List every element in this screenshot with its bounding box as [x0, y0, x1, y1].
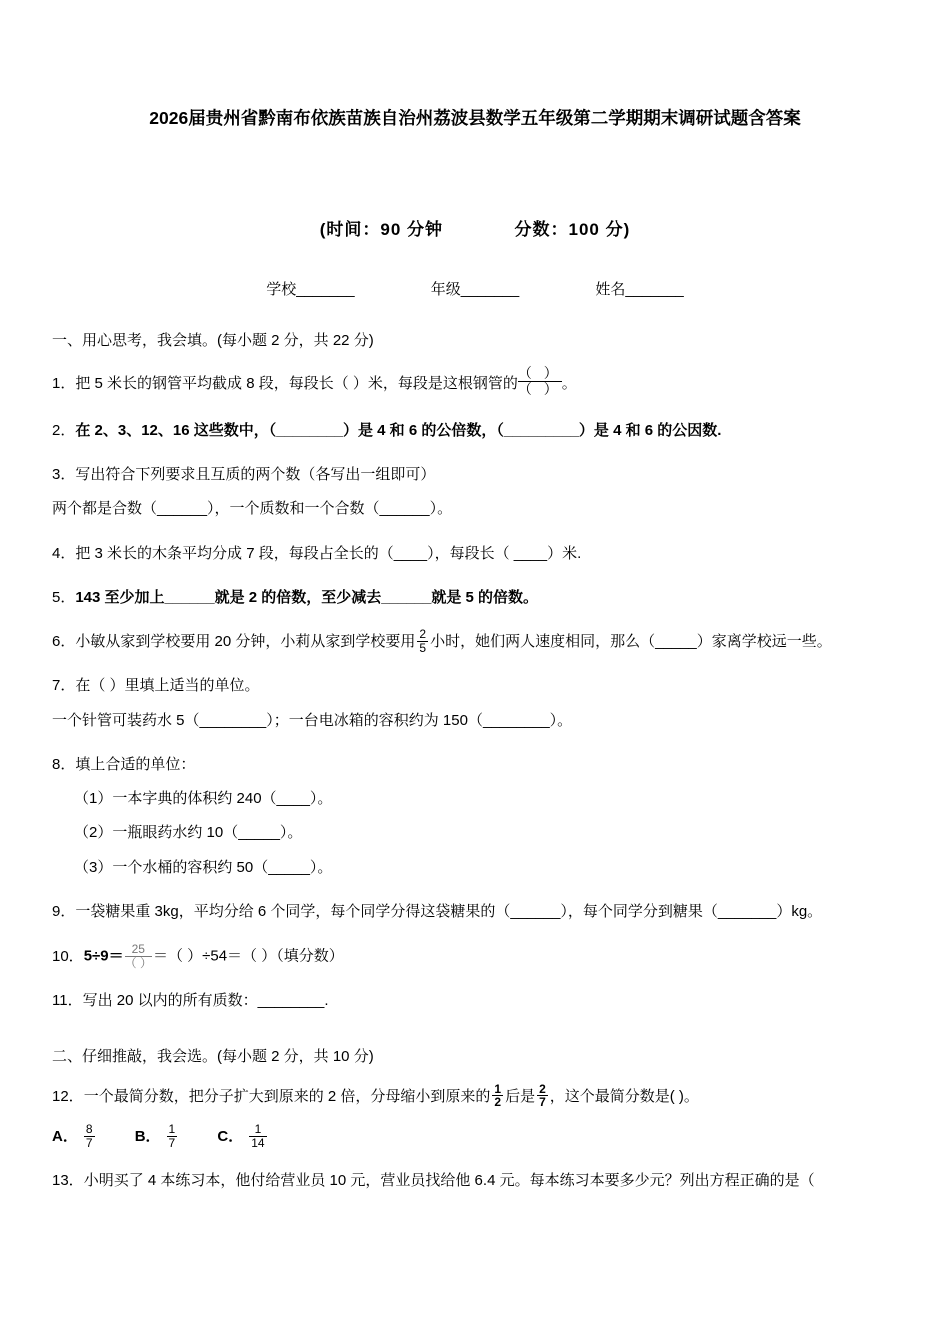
question-10-fraction-denominator: （ ）: [124, 956, 152, 971]
question-13-text: 小明买了 4 本练习本，他付给营业员 10 元，营业员找给他 6.4 元。每本练习本要多少元？列出方程正确的是（: [83, 1172, 815, 1190]
question-8-text: 填上合适的单位：: [75, 755, 196, 773]
choice-b-denominator: 7: [168, 1135, 176, 1150]
choice-b-numerator: 1: [168, 1122, 176, 1137]
name-field: 姓名_______: [595, 281, 684, 298]
question-5-number: 5．: [52, 588, 76, 606]
question-5-text: 143 至少加上______就是 2 的倍数，至少减去______就是 5 的倍数。: [75, 588, 539, 606]
choice-a-denominator: 7: [85, 1135, 93, 1150]
question-11: [52, 988, 898, 1014]
question-8-number: 8．: [52, 755, 76, 773]
choice-c-label: C．: [217, 1128, 244, 1146]
question-1-fraction-denominator: （ ）: [517, 381, 562, 398]
question-8: [52, 752, 898, 778]
question-3-number: 3．: [52, 466, 76, 484]
question-12-fraction-2-denominator: 7: [539, 1095, 546, 1110]
score-label: 分数：100 分): [514, 220, 631, 239]
choice-a-label: A．: [52, 1128, 78, 1146]
choice-a-numerator: 8: [85, 1122, 93, 1137]
choice-c-denominator: 14: [251, 1135, 265, 1150]
exam-meta-line: [52, 215, 898, 240]
question-10-text-b: ＝（ ）÷54＝（ ）（填分数）: [152, 947, 344, 965]
school-field: 学校_______: [266, 281, 355, 298]
question-8-item-2: （2）一瓶眼药水约 10（_____）。: [74, 824, 303, 842]
choice-a-fraction: [84, 1123, 95, 1149]
question-4: [52, 541, 898, 567]
question-3-text: 写出符合下列要求且互质的两个数（各写出一组即可）: [75, 466, 436, 484]
question-11-number: 11．: [52, 992, 83, 1010]
question-1-fraction-numerator: （ ）: [517, 365, 562, 381]
question-12-text-a: 一个最简分数，把分子扩大到原来的 2 倍，分母缩小到原来的: [83, 1087, 491, 1105]
question-4-text: 把 3 米长的木条平均分成 7 段，每段占全长的（____），每段长（ ____）米.: [75, 544, 582, 562]
question-3: [52, 462, 898, 488]
question-8-item-1: （1）一本字典的体积约 240（____）。: [74, 790, 333, 808]
question-12: [52, 1081, 898, 1110]
choice-a[interactable]: [52, 1124, 97, 1150]
question-6-text-a: 小敏从家到学校要用 20 分钟，小莉从家到学校要用: [75, 633, 416, 651]
page-title: 2026届贵州省黔南布依族苗族自治州荔波县数学五年级第二学期期末调研试题含答案: [149, 108, 801, 128]
question-13-number: 13．: [52, 1172, 84, 1190]
question-12-fraction-1: [492, 1083, 503, 1109]
question-11-text: 写出 20 以内的所有质数：________.: [82, 992, 329, 1010]
question-12-fraction-1-denominator: 2: [494, 1095, 502, 1110]
question-5: [52, 585, 898, 611]
question-12-fraction-1-numerator: 1: [494, 1081, 502, 1096]
question-3-sub: 两个都是合数（______），一个质数和一个合数（______）。: [52, 500, 453, 518]
grade-field: 年级_______: [430, 281, 520, 298]
question-12-fraction-2-numerator: 2: [539, 1081, 546, 1096]
question-6-fraction-denominator: 5: [419, 640, 427, 655]
choice-b-fraction: [167, 1123, 178, 1149]
question-10: [52, 943, 898, 970]
choice-c-numerator: 1: [254, 1122, 262, 1137]
question-6-text-b: 小时，她们两人速度相同，那么（_____）家离学校远一些。: [430, 633, 832, 651]
question-12-choices: [52, 1124, 898, 1150]
choice-b[interactable]: [135, 1124, 180, 1150]
question-1-text-after: 。: [561, 374, 577, 392]
question-7-number: 7．: [52, 677, 76, 695]
question-9: [52, 899, 898, 925]
question-8-item-3: （3）一个水桶的容积约 50（_____）。: [74, 858, 333, 876]
choice-b-label: B．: [134, 1128, 161, 1146]
question-9-number: 9．: [52, 902, 76, 920]
section-heading-1: 一、用心思考，我会填。(每小题 2 分，共 22 分): [52, 332, 374, 349]
question-2-number: 2．: [52, 421, 76, 439]
question-6-fraction-numerator: 2: [419, 627, 427, 642]
choice-c-fraction: [249, 1123, 266, 1149]
question-10-fraction: [125, 943, 152, 970]
question-7: [52, 673, 898, 699]
question-7-sub: 一个针管可装药水 5（________）；一台电冰箱的容积约为 150（________）。: [52, 711, 573, 729]
question-6-number: 6．: [52, 633, 76, 651]
question-13: [52, 1168, 898, 1194]
question-12-fraction-2: [537, 1083, 548, 1109]
question-12-number: 12．: [52, 1087, 84, 1105]
question-1-number: 1．: [52, 374, 76, 392]
question-1: [52, 365, 898, 400]
question-2-text: 在 2、3、12、16 这些数中，（________）是 4 和 6 的公倍数，（_________）是 4 和 6 的公因数.: [75, 421, 722, 439]
question-1-fraction: [518, 366, 562, 398]
question-2: [52, 418, 898, 444]
question-12-text-c: ，这个最简分数是( )。: [549, 1087, 699, 1105]
question-10-number: 10．: [52, 947, 84, 965]
question-1-text: 把 5 米长的钢管平均截成 8 段，每段长（ ）米，每段是这根钢管的: [75, 374, 518, 392]
choice-c[interactable]: [217, 1124, 268, 1150]
question-4-number: 4．: [52, 544, 76, 562]
section-heading-2: 二、仔细推敲，我会选。(每小题 2 分，共 10 分): [52, 1047, 374, 1065]
time-label: (时间：90 分钟: [319, 220, 444, 239]
student-id-fields: [52, 278, 898, 299]
question-10-text-a: 5÷9＝: [83, 947, 124, 965]
question-12-text-b: 后是: [505, 1087, 536, 1105]
question-10-fraction-numerator: 25: [131, 942, 145, 957]
question-6-fraction: [417, 628, 428, 654]
question-6: [52, 629, 898, 655]
question-9-text: 一袋糖果重 3kg，平均分给 6 个同学，每个同学分得这袋糖果的（______），每个同学分到糖果（_______）kg。: [75, 902, 823, 920]
question-7-text: 在（ ）里填上适当的单位。: [75, 677, 260, 695]
